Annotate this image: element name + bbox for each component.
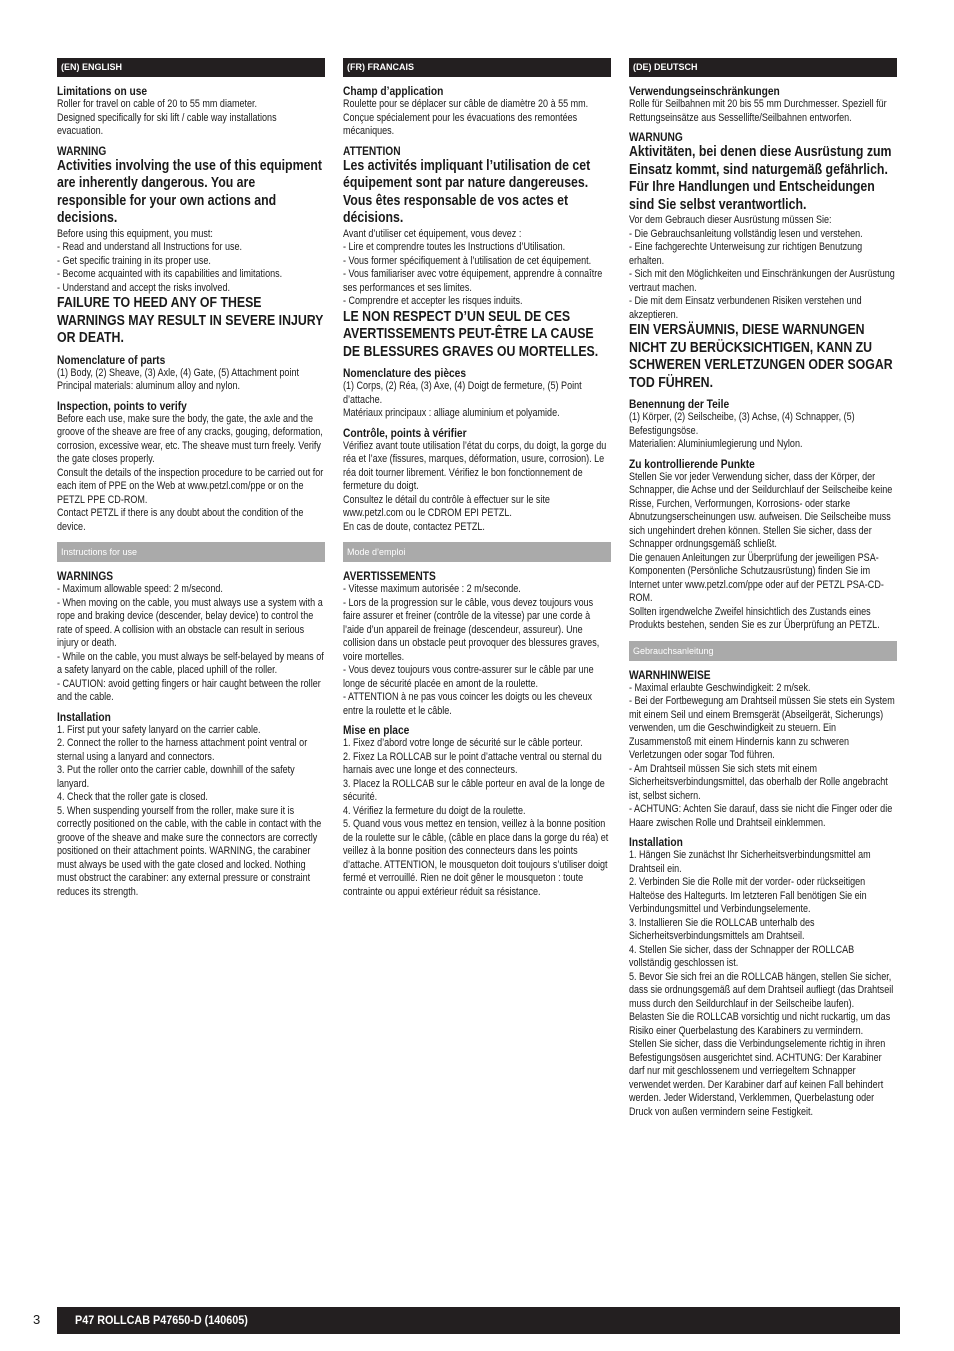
heading-nomenclature-fr: Nomenclature des pièces [343,366,467,380]
heading-warnings-en: WARNINGS [57,569,114,583]
heading-warnings-fr: AVERTISSEMENTS [343,569,436,583]
language-header-fr: (FR) FRANCAIS [343,58,611,77]
text-inspection-fr: Vérifiez avant toute utilisation l’état du corps, du doigt, la gorge du réa et l’axe (fissures, marques, déformation, usure, corrosion). Le réa doit tourner librement. Vérifiez le bon fonctionnement de fermeture du doigt. Consultez le détail du contrôle à effectuer sur le site www.petzl.com ou le CDROM EPI PETZL. En cas de doute, contactez PETZL. [343,439,607,533]
warning-statement-fr: Les activités impliquant l’utilisation de cet équipement sont par nature dangereuses. Vous êtes responsable de vos actes et décisions. [343,157,591,226]
text-installation-de: 1. Hängen Sie zunächst Ihr Sicherheitsverbindungsmittel am Drahtseil ein. 2. Verbinden Sie die Rolle mit der vorder- oder rückseitigen Halteöse des Haltegurts. Im letzteren Fall benötigen Sie ein Verbindungsmittel und Verbindungselemente. 3. Installieren Sie die ROLLCAB unterhalb des Sicherheitsverbindungsmittels am Drahtseil. 4. Stellen Sie sicher, dass der Schnapper der ROLLCAB vollständig geschlossen ist. 5. Bevor Sie sich frei an die ROLLCAB hängen, stellen Sie sicher, dass sie ordnungsgemäß auf dem Drahtseil aufliegt (das Drahtseil muss durch den Seildurchlauf in der Seilscheibe laufen). Belasten Sie die ROLLCAB vorsichtig und nicht ruckartig, um das Risiko einer Querbelastung des Karabiners zu vermindern. Stellen Sie sicher, dass die Verbindungselemente richtig in ihren Befestigungsösen ausgerichtet sind. ACHTUNG: Der Karabiner darf nur mit geschlossenem und verriegeltem Schnapper verwendet werden. Der Karabiner darf auf keinen Fall behindert werden. Jeder Widerstand, Verklemmen, Querbelastung oder Druck von außen vermindern seine Festigkeit. [629,849,894,1118]
text-warnings-fr: - Vitesse maximum autorisée : 2 m/seconde. - Lors de la progression sur le câble, vous devez toujours vous faire assurer et freiner (contrôle de la vitesse) par une corde à l’aide d’un appareil de freinage (descendeur, assureur). Une collision dans un obstacle peut provoquer des blessures graves, voire mortelles. - Vous devez toujours vous contre-assurer sur le câble par une longe de sécurité placée en amont de la roulette. - ATTENTION à ne pas vous coincer les doigts ou les cheveux entre la roulette et le câble. [343,583,600,717]
heading-limitations-de: Verwendungseinschränkungen [629,84,780,98]
heading-limitations-fr: Champ d’application [343,84,444,98]
text-warning-en: Before using this equipment, you must: - Read and understand all Instructions for use. - Get specific training in its proper use. - Become acquainted with its capabilities and limitations. - Understand and accept the risks involved. [57,227,283,294]
warning-statement-en: Activities involving the use of this equipment are inherently dangerous. You are responsible for your own actions and decisions. [57,157,323,226]
instructions-bar-de: Gebrauchsanleitung [629,641,897,661]
text-installation-en: 1. First put your safety lanyard on the carrier cable. 2. Connect the roller to the harness attachment point ventral or sternal using a lanyard and connectors. 3. Put the roller onto the carrier cable, downhill of the safety lanyard. 4. Check that the roller gate is closed. 5. When suspending yourself from the roller, make sure it is correctly positioned on the cable, with the cable in contact with the groove of the sheave and make sure the connectors are correctly positioned on their attachment points. WARNING, the carabiner must always be used with the gate closed and locked. Nothing must obstruct the carabiner: any external pressure or constraint reduces its strength. [57,723,322,898]
failure-statement-fr: LE NON RESPECT D’UN SEUL DE CES AVERTISSEMENTS PEUT-ÊTRE LA CAUSE DE BLESSURES GRAVES OU MORTELLES. [343,308,599,360]
heading-installation-fr: Mise en place [343,723,410,737]
text-nomenclature-fr: (1) Corps, (2) Réa, (3) Axe, (4) Doigt de fermeture, (5) Point d’attache. Matériaux principaux : alliage aluminium et polyamide. [343,380,582,419]
text-limitations-en: Roller for travel on cable of 20 to 55 mm diameter. Designed specifically for ski lift / cable way installations evacuation. [57,98,277,137]
english-column [57,58,325,899]
text-warnings-de: - Maximal erlaubte Geschwindigkeit: 2 m/sek. - Bei der Fortbewegung am Drahtseil müssen Sie stets ein System mit einem Seil und einem Bremsgerät (Abseilgerät, Sicherungs) verwenden, um die Geschwindigkeit zu steuern. Ein Zusammenstoß mit einem Hindernis kann zu schweren Verletzungen oder sogar Tod führen. - Am Drahtseil müssen Sie sich stets mit einem Sicherheitsverbindungsmittel, das oberhalb der Rolle angebracht ist, selbst sichern. - ACHTUNG: Achten Sie darauf, dass sie nicht die Finger oder die Haare zwischen Rolle und Drahtseil einklemmen. [629,681,895,829]
text-limitations-de: Rolle für Seilbahnen mit 20 bis 55 mm Durchmesser. Speziell für Rettungseinsätze aus Sessellifte/Seilbahnen entworfen. [629,98,887,124]
document-reference: P47 ROLLCAB P47650-D (140605) [75,1313,248,1327]
text-limitations-fr: Roulette pour se déplacer sur câble de diamètre 20 à 55 mm. Conçue spécialement pour les évacuations des remontées mécaniques. [343,98,589,137]
language-header-en: (EN) ENGLISH [57,58,325,77]
text-warnings-en: - Maximum allowable speed: 2 m/second. - When moving on the cable, you must always use a system with a rope and braking device (descender, belay device) to control the rate of speed. A collision with an obstacle can result in serious injury or death. - While on the cable, you must always be self-belayed by means of a safety lanyard on the cable, placed uphill of the roller. - CAUTION: avoid getting fingers or hair caught between the roller and the cable. [57,583,324,703]
text-installation-fr: 1. Fixez d’abord votre longe de sécurité sur le câble porteur. 2. Fixez La ROLLCAB sur le point d’attache ventral ou sternal du harnais avec une longe et des connecteurs. 3. Placez la ROLLCAB sur le câble porteur en aval de la longe de sécurité. 4. Vérifiez la fermeture du doigt de la roulette. 5. Quand vous vous mettez en tension, veillez à la bonne position de la roulette sur le câble, (câble en place dans la gorge du réa) et veillez à la bonne position des connecteurs dans les points d’attache. ATTENTION, le mousqueton doit toujours s’utiliser doigt fermé et verrouillé. Rien ne doit gêner le mousqueton : toute contrainte ou appui extérieur réduit sa résistance. [343,737,609,898]
heading-inspection-de: Zu kontrollierende Punkte [629,456,755,471]
heading-installation-de: Installation [629,835,683,849]
heading-inspection-en: Inspection, points to verify [57,398,187,413]
instructions-bar-en: Instructions for use [57,542,325,562]
failure-statement-de: EIN VERSÄUMNIS, DIESE WARNUNGEN NICHT ZU BERÜCKSICHTIGEN, KANN ZU SCHWEREN VERLETZUNGEN ODER SOGAR TOD FÜHREN. [629,322,893,391]
heading-installation-en: Installation [57,709,111,724]
language-header-de: (DE) DEUTSCH [629,58,897,77]
warning-statement-de: Aktivitäten, bei denen diese Ausrüstung zum Einsatz kommt, sind naturgemäß gefährlich. Für Ihre Handlungen und Entscheidungen sind Sie selbst verantwortlich. [629,144,892,213]
german-column [629,58,897,1119]
text-warning-fr: Avant d’utiliser cet équipement, vous devez : - Lire et comprendre toutes les Instructions d’Utilisation. - Vous former spécifiquement à l’utilisation de cet équipement. - Vous familiariser avec votre équipement, apprendre à connaître ses performances et ses limites. - Comprendre et accepter les risques induits. [343,227,603,307]
text-warning-de: Vor dem Gebrauch dieser Ausrüstung müssen Sie: - Die Gebrauchsanleitung vollständig lesen und verstehen. - Eine fachgerechte Unterweisung zur richtigen Benutzung erhalten. - Sich mit den Möglichkeiten und Einschränkungen der Ausrüstung vertraut machen. - Die mit dem Einsatz verbundenen Risiken verstehen und akzeptieren. [629,214,895,321]
heading-warning-fr: ATTENTION [343,143,401,158]
text-nomenclature-en: (1) Body, (2) Sheave, (3) Axle, (4) Gate, (5) Attachment point Principal materials: aluminum alloy and nylon. [57,366,299,392]
french-column [343,58,611,899]
heading-warning-de: WARNUNG [629,130,683,144]
text-inspection-de: Stellen Sie vor jeder Verwendung sicher, dass der Körper, der Schnapper, die Achse und der Seildurchlauf der Seilscheibe keine Risse, Furchen, Verformungen, Korrosions- oder starke Abnutzungserscheinungen usw. aufweisen. Die Seilscheibe muss sich ungehindert drehen können. Stellen Sie sicher, dass der Schnapper ordnungsgemäß schließt. Die genauen Anleitungen zur Überprüfung der jeweiligen PSA-Komponenten (Persönliche Schutzausrüstung) finden Sie im Internet unter www.petzl.com/ppe oder auf der PETZL PSA-CD-ROM. Sollten irgendwelche Zweifel hinsichtlich des Zustands eines Produkts bestehen, senden Sie es zur Überprüfung an PETZL. [629,470,893,631]
heading-warning-en: WARNING [57,143,107,158]
text-nomenclature-de: (1) Körper, (2) Seilscheibe, (3) Achse, (4) Schnapper, (5) Befestigungsöse. Materialien: Aluminiumlegierung und Nylon. [629,411,855,450]
heading-nomenclature-de: Benennung der Teile [629,397,730,411]
heading-limitations-en: Limitations on use [57,84,148,98]
page-number: 3 [33,1312,41,1327]
heading-inspection-fr: Contrôle, points à vérifier [343,425,467,440]
failure-statement-en: FAILURE TO HEED ANY OF THESE WARNINGS MAY RESULT IN SEVERE INJURY OR DEATH. [57,295,324,346]
heading-nomenclature-en: Nomenclature of parts [57,352,166,367]
footer-bar [57,1307,900,1334]
instructions-bar-fr: Mode d’emploi [343,542,611,562]
text-inspection-en: Before each use, make sure the body, the gate, the axle and the groove of the sheave are free of any cracks, gouging, deformation, corrosion, excessive wear, etc. The sheave must turn freely. Verify the gate closes properly. Consult the details of the inspection procedure to be carried out for each item of PPE on the Web at www.petzl.com/ppe or on the PETZL PPE CD-ROM. Contact PETZL if there is any doubt about the condition of the device. [57,412,324,533]
heading-warnings-de: WARNHINWEISE [629,667,711,682]
